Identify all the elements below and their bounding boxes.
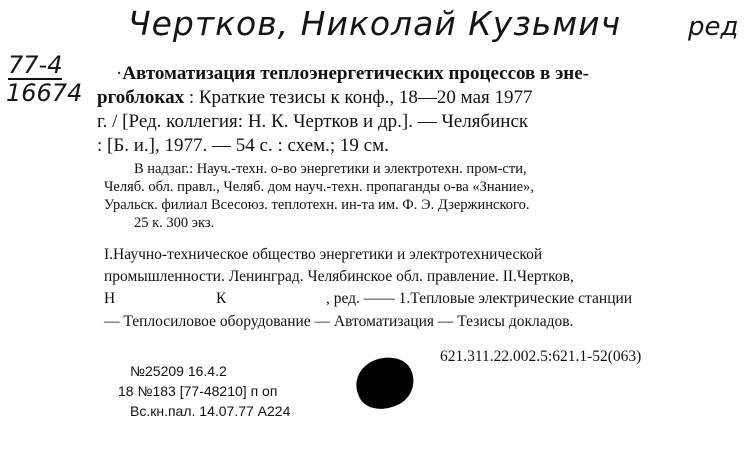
title-line-2 — [97, 86, 533, 110]
print-line-3: Вс.кн.пал. 14.07.77 А224 — [130, 403, 291, 419]
handwritten-role: ред — [688, 12, 739, 42]
subject-line-1: I.Научно-техническое общество энергетики и электротехнической — [104, 246, 543, 263]
call-number-bottom: 16674 — [6, 79, 83, 107]
imprint-line-4: : [Б. и.], 1977. — 54 с. : схем.; 19 см. — [97, 135, 389, 156]
ink-blot — [349, 350, 421, 417]
print-line-1: №25209 16.4.2 — [130, 363, 227, 379]
title-line-1 — [116, 62, 589, 86]
title-bold-1: Автоматизация теплоэнергетических процессов в эне- — [122, 63, 589, 84]
print-line-2: 18 №183 [77-48210] п оп — [118, 383, 278, 399]
subject-initial-n: Н — [104, 290, 116, 307]
subject-line-2: промышленности. Ленинград. Челябинское обл. правление. II.Чертков, — [104, 268, 574, 285]
subject-line-4: — Теплосиловое оборудование — Автоматизация — Тезисы докладов. — [104, 313, 574, 330]
note-line-3: Уральск. филиал Всесоюз. теплотехн. ин-та им. Ф. Э. Дзержинского. — [104, 197, 530, 213]
udc-index: 621.311.22.002.5:621.1-52(063) — [440, 348, 642, 365]
subject-line-3-rest: , ред. —— 1.Тепловые электрические станции — [326, 290, 633, 307]
handwritten-author: Чертков, Николай Кузьмич — [128, 4, 622, 43]
call-number-top: 77-4 — [8, 51, 63, 79]
note-line-2: Челяб. обл. правл., Челяб. дом науч.-техн. пропаганды о-ва «Знание», — [104, 179, 534, 195]
note-line-1: В надзаг.: Науч.-техн. о-во энергетики и электротехн. пром-сти, — [134, 161, 527, 177]
title-bold-2: ргоблоках — [97, 87, 185, 108]
imprint-line-3: г. / [Ред. коллегия: Н. К. Чертков и др.]. — Челябинск — [97, 111, 529, 132]
subject-initial-k: К — [216, 290, 227, 307]
title-bullet: · — [116, 63, 123, 84]
title-line-2-rest: : Краткие тезисы к конф., 18—20 мая 1977 — [184, 87, 533, 108]
note-line-4: 25 к. 300 экз. — [134, 215, 215, 231]
